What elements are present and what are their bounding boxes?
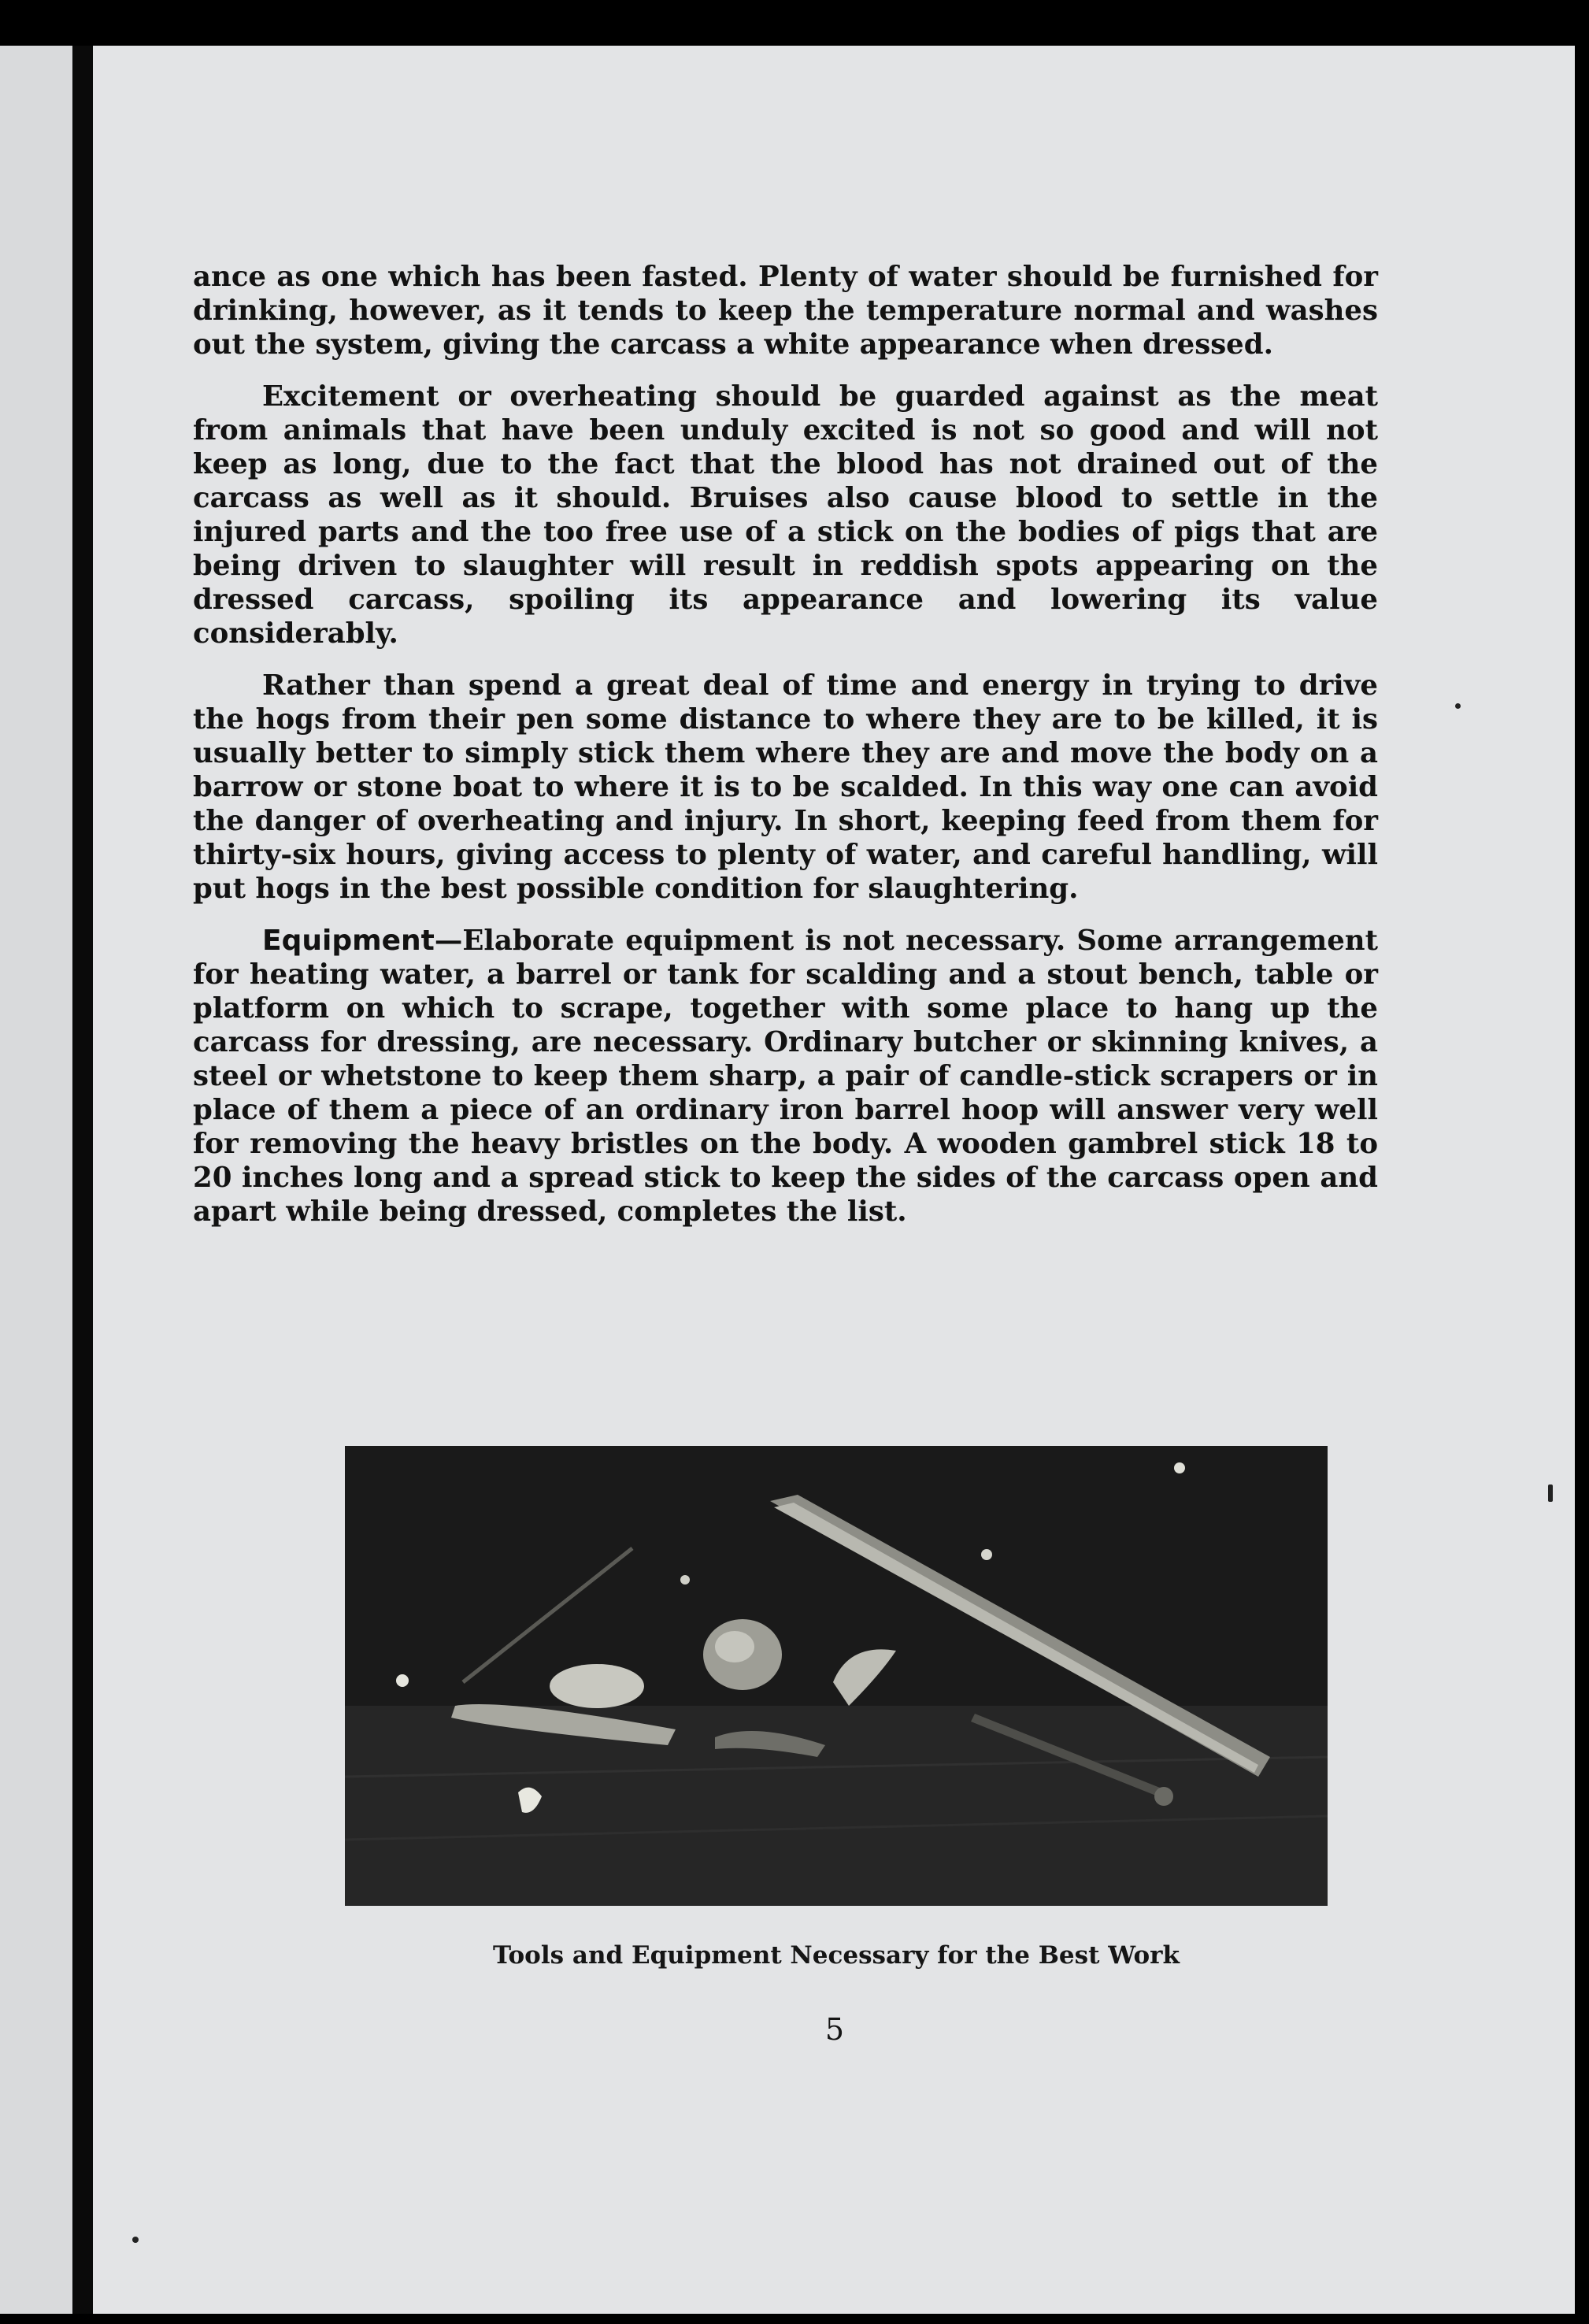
scan-speck bbox=[132, 2237, 139, 2243]
photo-damage-spot bbox=[1174, 1462, 1185, 1473]
book-gutter bbox=[72, 46, 93, 2314]
scraper-highlight bbox=[715, 1631, 754, 1662]
table-surface bbox=[345, 1706, 1328, 1906]
paragraph-excitement: Excitement or overheating should be guarded against as the meat from animals that have been unduly excited is not so good and will not keep as long, due to the fact that the blood has not drained out of the carcass as well as it should. Bruises also cause blood to settle in the injured parts and the too free use of a stick on the bodies of pigs that are being driven to slaughter will result in reddish spots appearing on the dressed carcass, spoiling its appearance and lowering its value considerably. bbox=[193, 380, 1378, 650]
second-scraper bbox=[550, 1664, 644, 1708]
tools-photo-illustration bbox=[345, 1446, 1328, 1906]
page-number: 5 bbox=[824, 2012, 845, 2047]
scan-speck bbox=[1455, 703, 1461, 709]
paragraph-equipment bbox=[193, 924, 1378, 1229]
photo-damage-spot bbox=[981, 1549, 992, 1560]
photo-damage-spot bbox=[680, 1575, 690, 1585]
equipment-photo bbox=[345, 1446, 1328, 1906]
body-text bbox=[193, 260, 1378, 1247]
facing-page-edge bbox=[0, 46, 72, 2314]
paragraph-continuation: ance as one which has been fasted. Plenty of water should be furnished for drinking, however, as it tends to keep the temperature normal and washes out the system, giving the carcass a white appearance when dressed. bbox=[193, 261, 1378, 361]
equipment-heading: Equipment bbox=[262, 925, 435, 957]
equipment-text: —Elaborate equipment is not necessary. Some arrangement for heating water, a barrel or tank for scalding and a stout bench, table or platform on which to scrape, together with some place to hang up the carcass for dressing, are necessary. Ordinary butcher or skinning knives, a steel or whetstone to keep them sharp, a pair of candle-stick scrapers or in place of them a piece of an ordinary iron barrel hoop will answer very well for removing the heavy bristles on the body. A wooden gambrel stick 18 to 20 inches long and a spread stick to keep the sides of the carcass open and apart while being dressed, completes the list. bbox=[193, 925, 1378, 1228]
figure-caption: Tools and Equipment Necessary for the Best Work bbox=[492, 1941, 1180, 1970]
photo-damage-spot bbox=[396, 1674, 409, 1687]
steel-ring bbox=[1154, 1787, 1173, 1806]
scan-speck bbox=[1548, 1484, 1553, 1502]
paragraph-sticking: Rather than spend a great deal of time and energy in trying to drive the hogs from their pen some distance to where they are to be killed, it is usually better to simply stick them where they are and move the body on a barrow or stone boat to where it is to be scalded. In this way one can avoid the danger of overheating and injury. In short, keeping feed from them for thirty-six hours, giving access to plenty of water, and careful handling, will put hogs in the best possible condition for slaughtering. bbox=[193, 669, 1378, 905]
